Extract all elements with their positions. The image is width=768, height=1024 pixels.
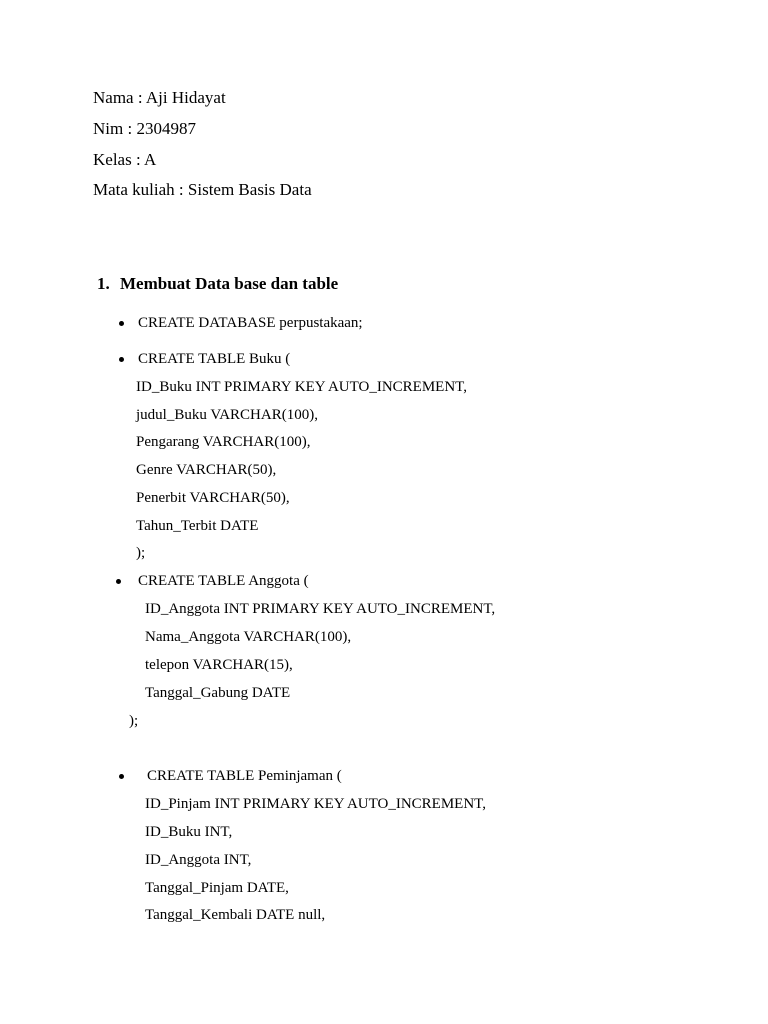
student-class: Kelas : A — [93, 150, 157, 169]
buku-line-4: Genre VARCHAR(50), — [136, 462, 277, 478]
peminjaman-line-0: CREATE TABLE Peminjaman ( — [147, 768, 342, 784]
anggota-line-4: Tanggal_Gabung DATE — [145, 685, 291, 701]
buku-line-1: ID_Buku INT PRIMARY KEY AUTO_INCREMENT, — [136, 379, 467, 395]
student-nim: Nim : 2304987 — [93, 119, 196, 138]
peminjaman-line-3: ID_Anggota INT, — [145, 852, 252, 868]
buku-line-0: CREATE TABLE Buku ( — [138, 351, 291, 367]
bullet-icon — [119, 774, 124, 779]
anggota-line-0: CREATE TABLE Anggota ( — [138, 573, 309, 589]
buku-line-5: Penerbit VARCHAR(50), — [136, 490, 290, 506]
section-number: 1. — [97, 274, 110, 293]
anggota-line-3: telepon VARCHAR(15), — [145, 657, 293, 673]
course-name: Mata kuliah : Sistem Basis Data — [93, 180, 312, 199]
peminjaman-line-5: Tanggal_Kembali DATE null, — [145, 907, 326, 923]
buku-line-3: Pengarang VARCHAR(100), — [136, 434, 311, 450]
peminjaman-line-2: ID_Buku INT, — [145, 824, 233, 840]
buku-line-6: Tahun_Terbit DATE — [136, 518, 259, 534]
bullet-icon — [116, 579, 121, 584]
anggota-line-2: Nama_Anggota VARCHAR(100), — [145, 629, 352, 645]
peminjaman-line-1: ID_Pinjam INT PRIMARY KEY AUTO_INCREMENT, — [145, 796, 486, 812]
anggota-line-5: ); — [129, 713, 139, 729]
buku-line-7: ); — [136, 545, 146, 561]
bullet-icon — [119, 321, 124, 326]
buku-line-2: judul_Buku VARCHAR(100), — [136, 407, 318, 423]
bullet-icon — [119, 357, 124, 362]
section-title: Membuat Data base dan table — [120, 274, 339, 293]
student-name: Nama : Aji Hidayat — [93, 88, 226, 107]
peminjaman-line-4: Tanggal_Pinjam DATE, — [145, 880, 289, 896]
anggota-line-1: ID_Anggota INT PRIMARY KEY AUTO_INCREMENT, — [145, 601, 496, 617]
create-database-line: CREATE DATABASE perpustakaan; — [138, 315, 363, 331]
